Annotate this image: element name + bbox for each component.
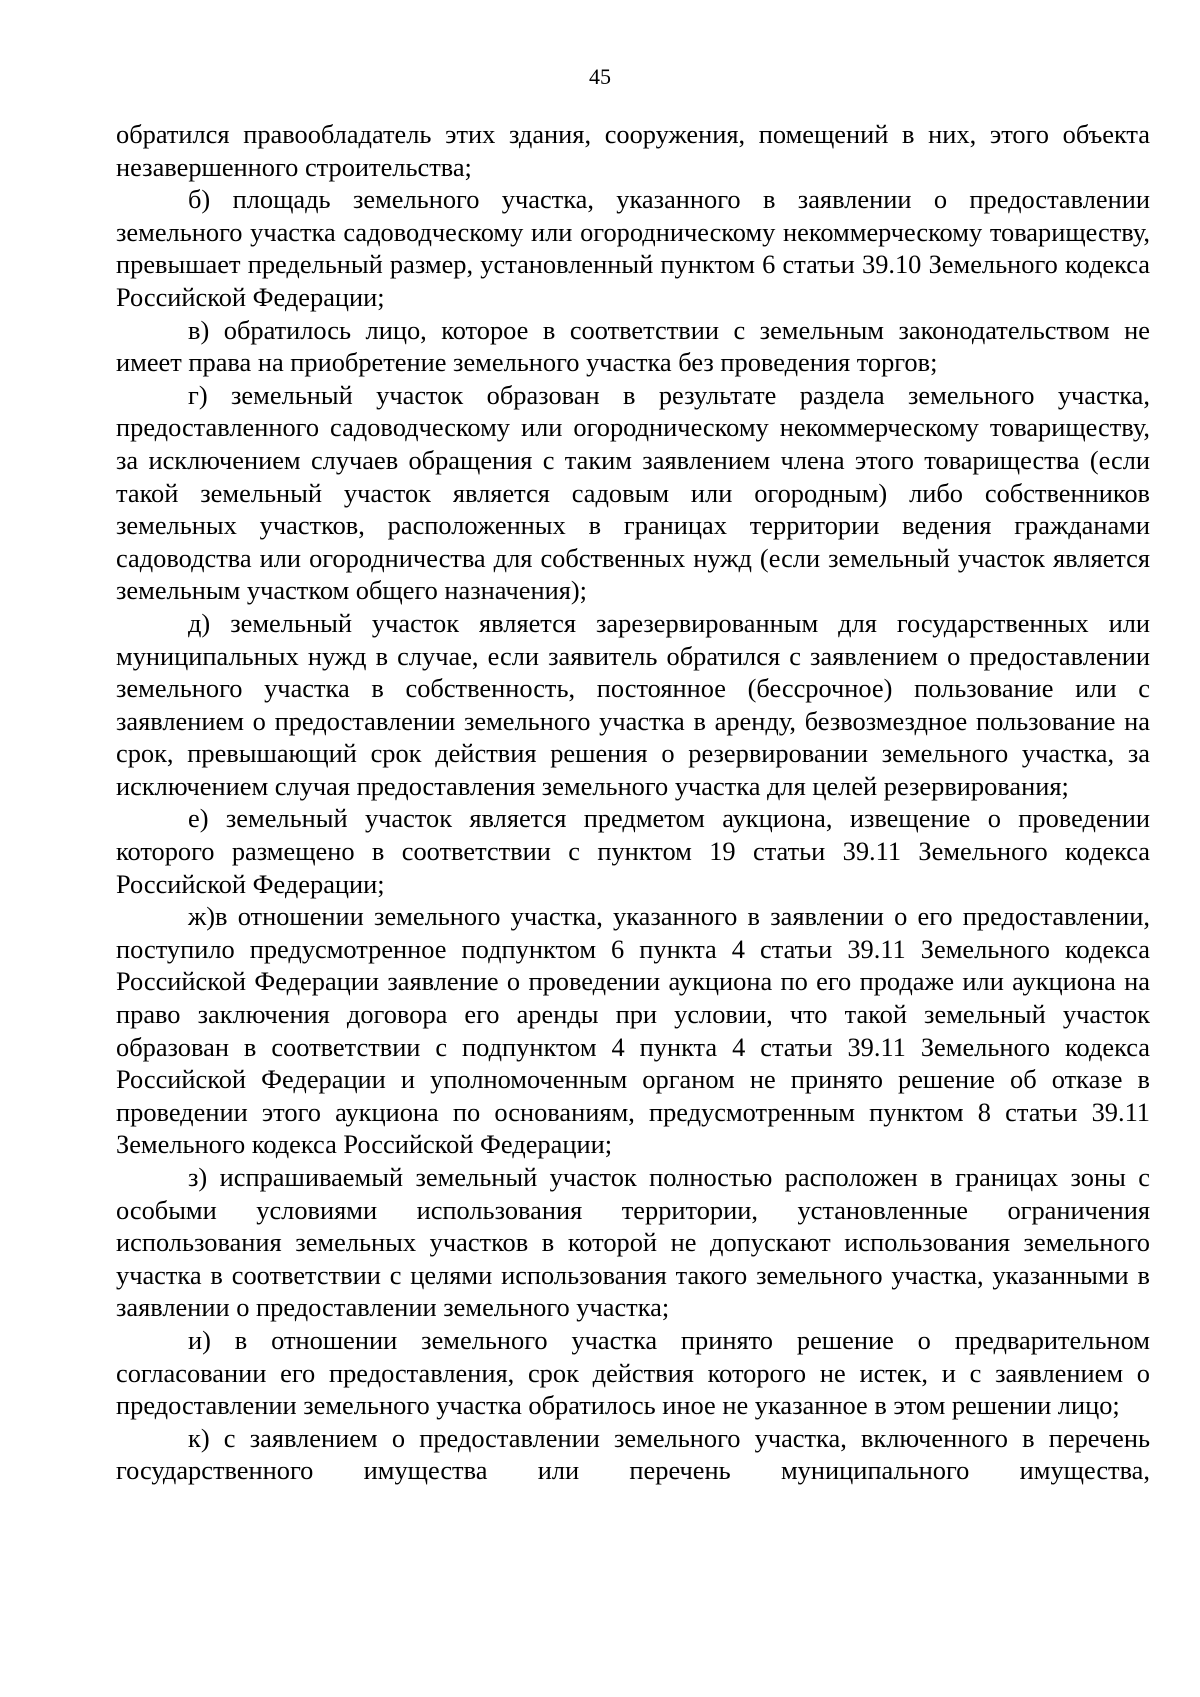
paragraph-item-k: к) с заявлением о предоставлении земельного участка, включенного в перечень государственного имущества или перечень муниципального имущества, — [116, 1422, 1150, 1486]
paragraph-continuation: обратился правообладатель этих здания, сооружения, помещений в них, этого объекта незавершенного строительства; — [116, 119, 1150, 182]
paragraph-item-zh: ж)в отношении земельного участка, указанного в заявлении о его предоставлении, поступило предусмотренное подпунктом 6 пункта 4 статьи 39.11 Земельного кодекса Российской Федерации заявление о проведении аукциона по его продаже или аукциона на право заключения договора его аренды при условии, что такой земельный участок образован в соответствии с подпунктом 4 пункта 4 статьи 39.11 Земельного кодекса Российской Федерации и уполномоченным органом не принято решение об отказе в проведении этого аукциона по основаниям, предусмотренным пунктом 8 статьи 39.11 Земельного кодекса Российской Федерации; — [116, 901, 1150, 1160]
paragraph-item-b: б) площадь земельного участка, указанного в заявлении о предоставлении земельного участка садоводческому или огородническому некоммерческому товариществу, превышает предельный размер, установленный пунктом 6 статьи 39.10 Земельного кодекса Российской Федерации; — [116, 184, 1150, 312]
paragraph-item-i: и) в отношении земельного участка принято решение о предварительном согласовании его предоставления, срок действия которого не истек, и с заявлением о предоставлении земельного участка обратилось иное не указанное в этом решении лицо; — [116, 1324, 1150, 1421]
page-number: 45 — [589, 64, 611, 89]
paragraph-item-g: г) земельный участок образован в результате раздела земельного участка, предоставленного садоводческому или огородническому некоммерческому товариществу, за исключением случаев обращения с таким заявлением члена этого товарищества (если такой земельный участок является садовым или огородным) либо собственников земельных участков, расположенных в границах территории ведения гражданами садоводства или огородничества для собственных нужд (если земельный участок является земельным участком общего назначения); — [116, 379, 1150, 606]
paragraph-item-v: в) обратилось лицо, которое в соответствии с земельным законодательством не имеет права на приобретение земельного участка без проведения торгов; — [116, 314, 1150, 378]
document-body — [116, 118, 1150, 1487]
paragraph-item-e: е) земельный участок является предметом аукциона, извещение о проведении которого размещено в соответствии с пунктом 19 статьи 39.11 Земельного кодекса Российской Федерации; — [116, 803, 1150, 899]
paragraph-item-z: з) испрашиваемый земельный участок полностью расположен в границах зоны с особыми условиями использования территории, установленные ограничения использования земельных участков в которой не допускают использования земельного участка в соответствии с целями использования такого земельного участка, указанными в заявлении о предоставлении земельного участка; — [116, 1162, 1150, 1323]
paragraph-item-d: д) земельный участок является зарезервированным для государственных или муниципальных нужд в случае, если заявитель обратился с заявлением о предоставлении земельного участка в собственность, постоянное (бессрочное) пользование или с заявлением о предоставлении земельного участка в аренду, безвозмездное пользование на срок, превышающий срок действия решения о резервировании земельного участка, за исключением случая предоставления земельного участка для целей резервирования; — [116, 607, 1150, 801]
